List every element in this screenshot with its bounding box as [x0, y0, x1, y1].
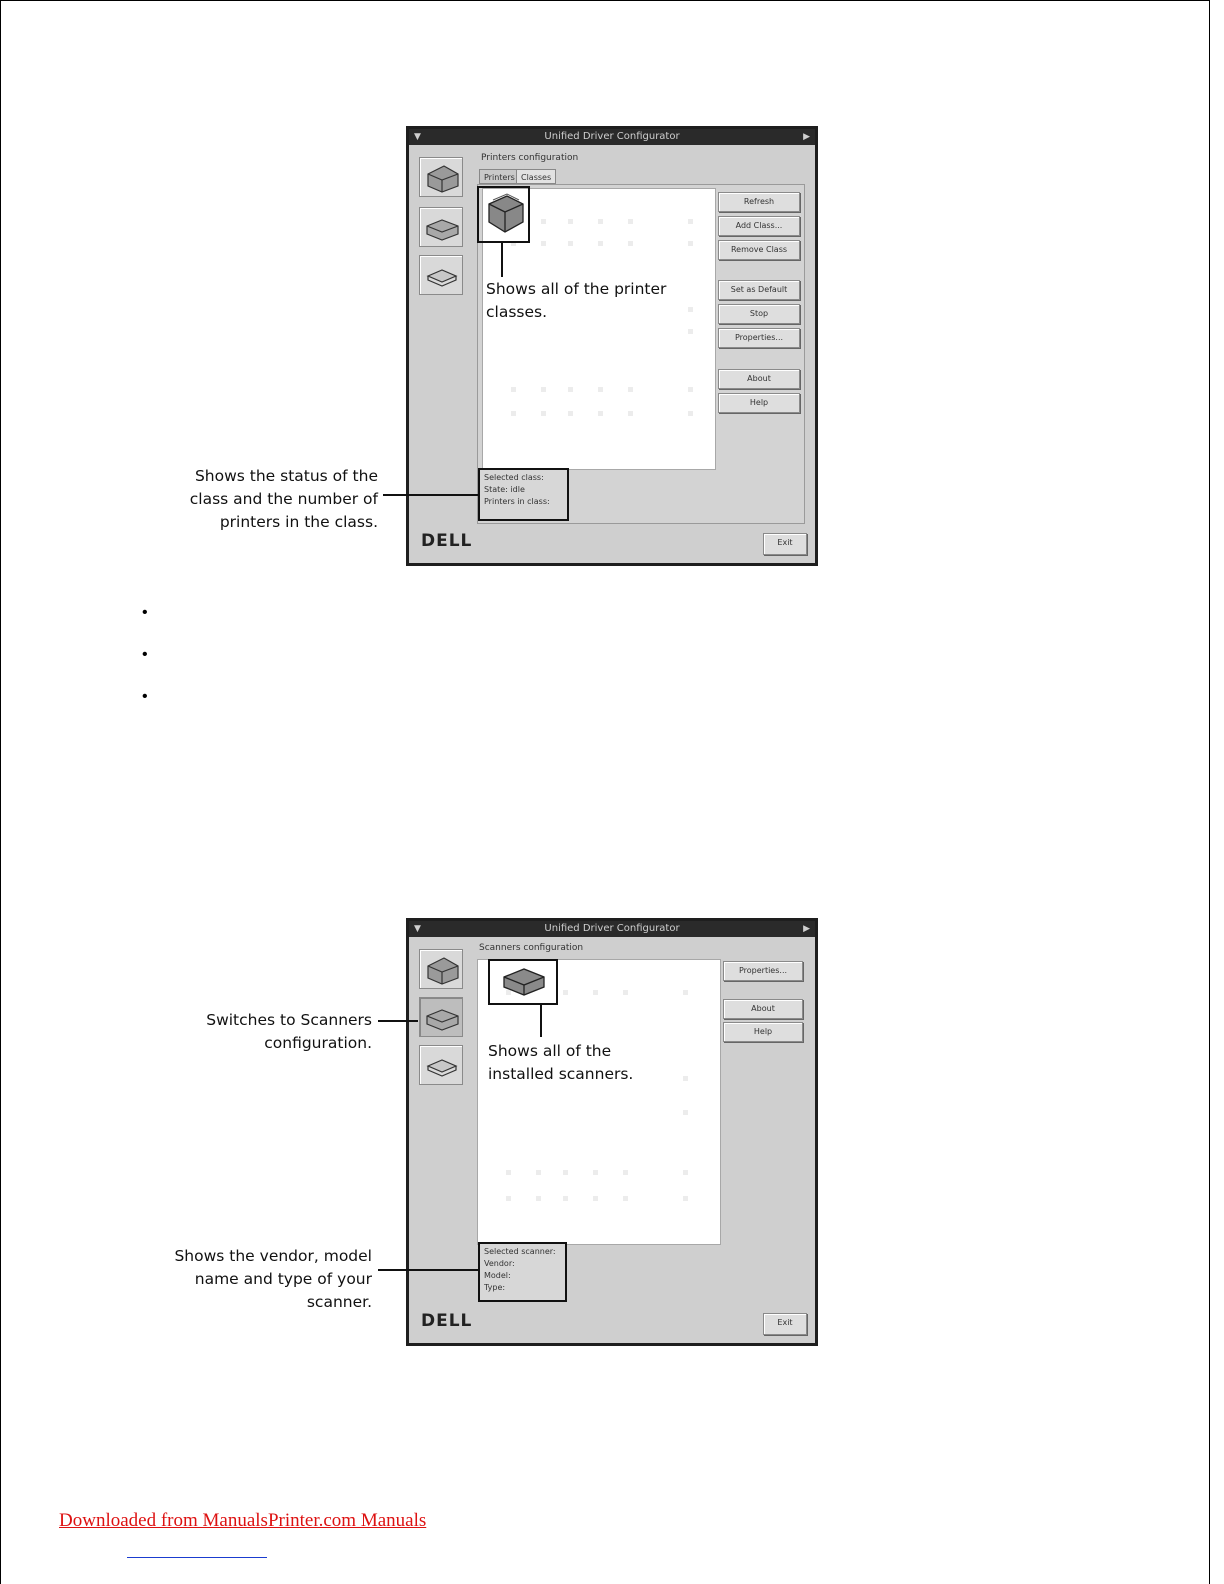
remove-class-button[interactable]: Remove Class	[718, 240, 800, 260]
add-class-button[interactable]: Add Class...	[718, 216, 800, 236]
window-menu-icon[interactable]: ▼	[414, 132, 421, 142]
switch-callout-line	[378, 1020, 418, 1022]
properties-button[interactable]: Properties...	[718, 328, 800, 348]
tab-classes[interactable]: Classes	[516, 169, 556, 184]
printer-icon	[424, 954, 460, 986]
window-title: Unified Driver Configurator	[544, 923, 680, 934]
scanners-callout-line	[540, 1005, 542, 1037]
dell-logo: DELL	[421, 531, 473, 551]
about-button[interactable]: About	[718, 369, 800, 389]
scanners-window	[406, 918, 818, 1346]
scanners-config-button[interactable]	[419, 207, 463, 247]
scanner-status-box: Selected scanner: Vendor: Model: Type:	[478, 1242, 567, 1302]
window-titlebar	[409, 129, 815, 145]
status-callout-line	[383, 494, 478, 496]
printer-classes-window	[406, 126, 818, 566]
class-icon-highlight	[477, 186, 530, 243]
classes-callout-line	[501, 243, 503, 277]
footer-underline	[127, 1557, 267, 1558]
dell-logo: DELL	[421, 1311, 473, 1331]
help-button[interactable]: Help	[723, 1022, 803, 1042]
bullet-item-2: •	[142, 646, 148, 663]
footer-download-link[interactable]: Downloaded from ManualsPrinter.com Manuals	[59, 1510, 427, 1531]
status-callout: Shows the status of the class and the number of printers in the class.	[189, 467, 378, 531]
window-maximize-icon[interactable]: ▶	[803, 924, 810, 934]
printers-config-button[interactable]	[419, 949, 463, 989]
section-label: Scanners configuration	[479, 943, 584, 953]
port-icon	[424, 260, 460, 292]
refresh-button[interactable]: Refresh	[718, 192, 800, 212]
vendor-callout-line	[378, 1269, 478, 1271]
window-title: Unified Driver Configurator	[544, 131, 680, 142]
properties-button[interactable]: Properties...	[723, 961, 803, 981]
exit-button[interactable]: Exit	[763, 533, 807, 555]
ports-config-button[interactable]	[419, 1045, 463, 1085]
vendor-callout: Shows the vendor, model name and type of your scanner.	[174, 1247, 372, 1311]
help-button[interactable]: Help	[718, 393, 800, 413]
window-menu-icon[interactable]: ▼	[414, 924, 421, 934]
printer-icon	[424, 162, 460, 194]
printers-config-button[interactable]	[419, 157, 463, 197]
printer-class-icon	[479, 188, 528, 241]
port-icon	[424, 1050, 460, 1082]
bullet-item-1: •	[142, 604, 148, 621]
scanner-icon	[424, 1002, 460, 1034]
about-button[interactable]: About	[723, 999, 803, 1019]
installed-scanner-icon	[490, 961, 556, 1003]
class-status-box: Selected class: State: idle Printers in class:	[478, 468, 569, 521]
set-as-default-button[interactable]: Set as Default	[718, 280, 800, 300]
section-label: Printers configuration	[481, 153, 579, 163]
scanner-icon	[424, 212, 460, 244]
scanners-config-button[interactable]	[419, 997, 463, 1037]
tab-printers[interactable]: Printers	[479, 169, 520, 184]
window-maximize-icon[interactable]: ▶	[803, 132, 810, 142]
scanner-icon-highlight	[488, 959, 558, 1005]
stop-button[interactable]: Stop	[718, 304, 800, 324]
bullet-item-3: •	[142, 688, 148, 705]
scanners-callout: Shows all of the installed scanners.	[488, 1042, 634, 1083]
switch-callout: Switches to Scanners configuration.	[206, 1011, 372, 1052]
ports-config-button[interactable]	[419, 255, 463, 295]
exit-button[interactable]: Exit	[763, 1313, 807, 1335]
window-titlebar	[409, 921, 815, 937]
classes-callout: Shows all of the printer classes.	[486, 280, 667, 321]
